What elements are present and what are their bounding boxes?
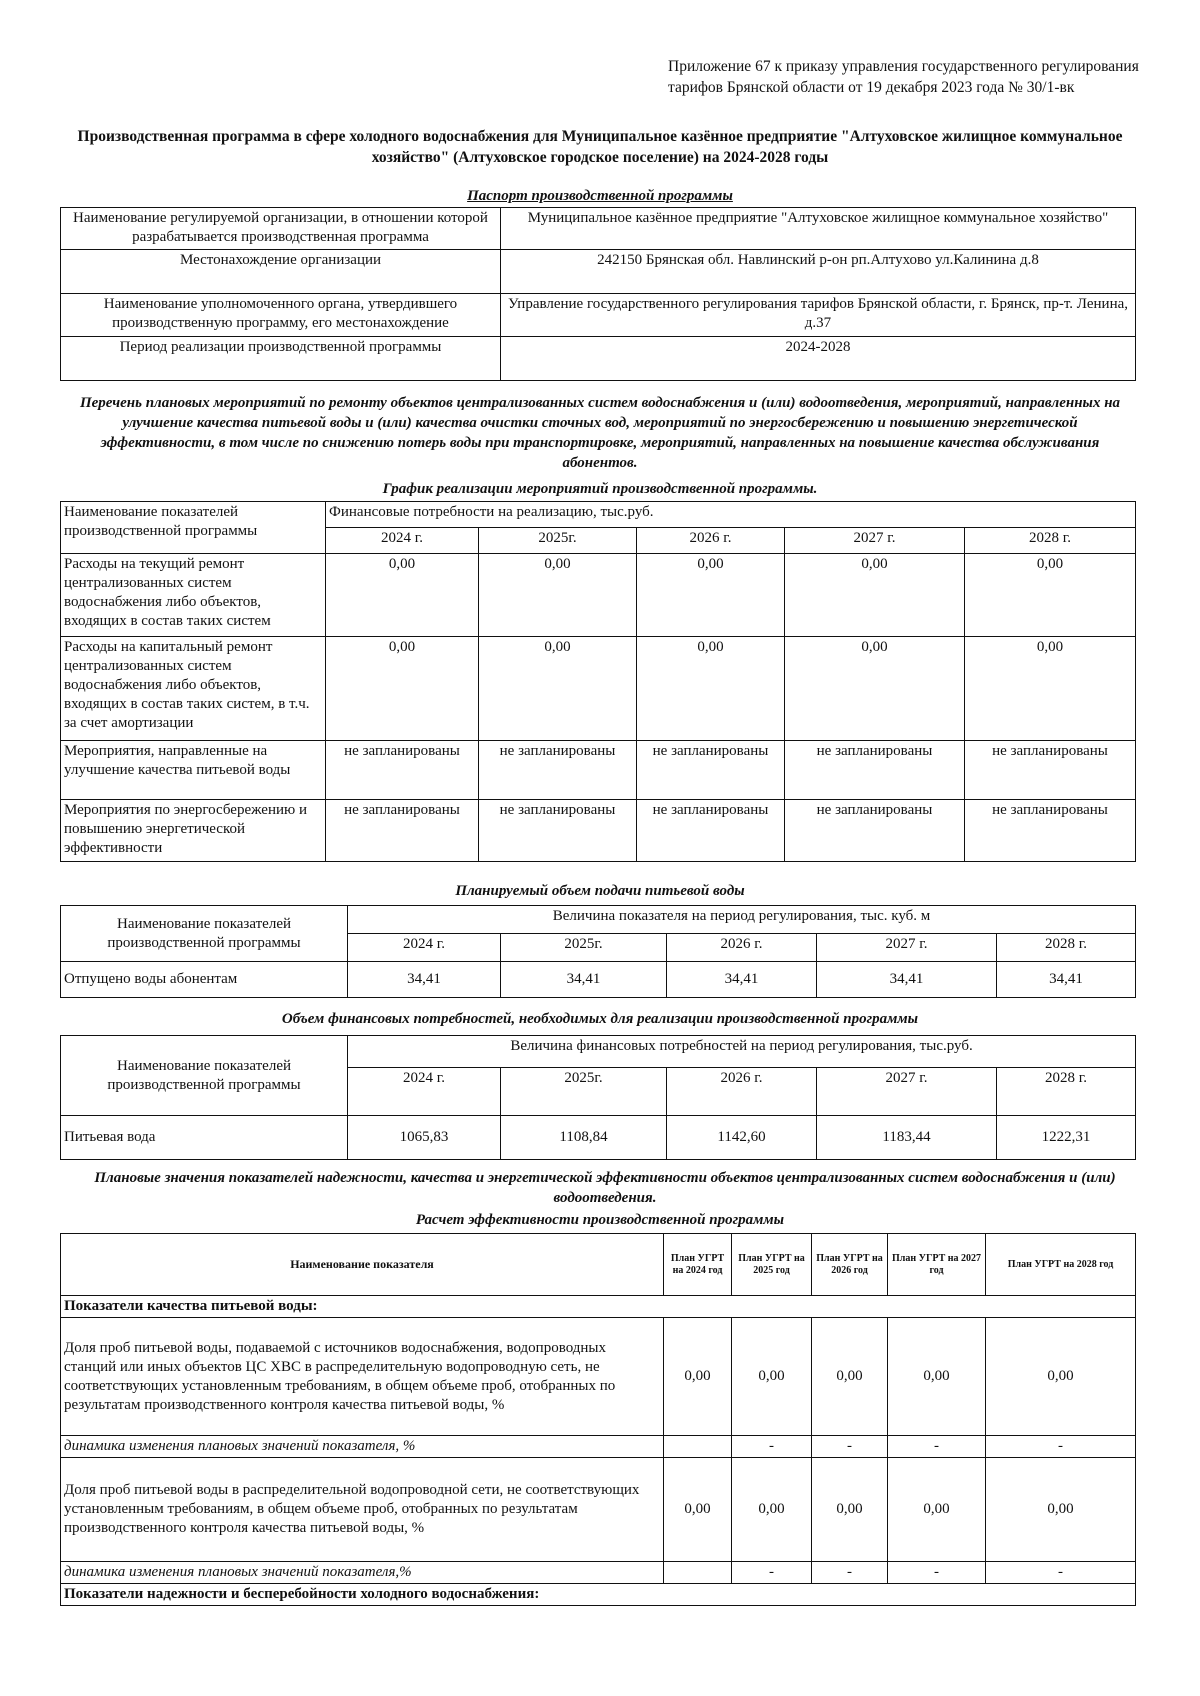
- cell-value: не запланированы: [637, 741, 785, 800]
- cell-value: не запланированы: [326, 800, 479, 862]
- year-header: 2027 г.: [785, 528, 965, 554]
- row-label: Отпущено воды абонентам: [61, 962, 348, 998]
- passport-table: [60, 207, 1136, 381]
- measures-heading: Перечень плановых мероприятий по ремонту объектов централизованных систем водоснабжения и (или) водоотведения, мероприятий, направленных на улучшение качества питьевой воды и (или) качества очистки сточных вод, мероприятий по энергосбережению и повышению энергетической эффективности, в том числе по снижению потерь воды при транспортировке, мероприятий, направленных на повышение качества обслуживания абонентов.: [79, 395, 1121, 471]
- year-header: 2027 г.: [817, 1068, 997, 1116]
- row-label: Доля проб питьевой воды в распределительной водопроводной сети, не соответствующих установленным требованиям, в общем объеме проб, отобранных по результатам производственного контроля качества питьевой воды, %: [61, 1458, 664, 1562]
- indicators-subheading: Расчет эффективности производственной программы: [415, 1212, 785, 1228]
- passport-row: [61, 294, 1136, 337]
- plan-header: План УГРТ на 2024 год: [664, 1234, 732, 1296]
- row-label: динамика изменения плановых значений показателя,%: [61, 1562, 664, 1584]
- cell-value: 0,00: [326, 554, 479, 637]
- year-header: 2026 г.: [637, 528, 785, 554]
- cell-value: 0,00: [965, 554, 1136, 637]
- year-header: 2026 г.: [667, 1068, 817, 1116]
- schedule-heading: График реализации мероприятий производственной программы.: [382, 481, 818, 497]
- cell-value: 34,41: [997, 962, 1136, 998]
- passport-label: Наименование регулируемой организации, в отношении которой разрабатывается производственная программа: [61, 208, 501, 250]
- section-heading: Показатели надежности и бесперебойности холодного водоснабжения:: [61, 1584, 1136, 1606]
- cell-value: 0,00: [326, 637, 479, 741]
- passport-value: Муниципальное казённое предприятие "Алтуховское жилищное коммунальное хозяйство": [501, 208, 1136, 250]
- row-label: Доля проб питьевой воды, подаваемой с источников водоснабжения, водопроводных станций или иных объектов ЦС ХВС в распределительную водопроводную сеть, не соответствующих установленным требованиям, в общем объеме проб, отобранных по результатам производственного контроля качества питьевой воды, %: [61, 1318, 664, 1436]
- passport-value: 2024-2028: [501, 337, 1136, 381]
- year-header: 2028 г.: [997, 934, 1136, 962]
- year-header: 2026 г.: [667, 934, 817, 962]
- cell-value: 0,00: [664, 1318, 732, 1436]
- cell-value: 0,00: [986, 1458, 1136, 1562]
- cell-value: 0,00: [637, 554, 785, 637]
- cell-value: [664, 1436, 732, 1458]
- row-label: Питьевая вода: [61, 1116, 348, 1160]
- cell-value: 0,00: [785, 637, 965, 741]
- document-title: Производственная программа в сфере холодного водоснабжения для Муниципальное казённое предприятие "Алтуховское жилищное коммунальное хозяйство" (Алтуховское городское поселение) на 2024-2028 годы: [77, 128, 1123, 166]
- row-label: Мероприятия по энергосбережению и повышению энергетической эффективности: [61, 800, 326, 862]
- passport-row: [61, 250, 1136, 294]
- cell-value: -: [986, 1562, 1136, 1584]
- passport-label: Наименование уполномоченного органа, утвердившего производственную программу, его местонахождение: [61, 294, 501, 337]
- year-header: 2025г.: [479, 528, 637, 554]
- schedule-col-label: Наименование показателей производственной программы: [61, 502, 326, 554]
- cell-value: не запланированы: [785, 741, 965, 800]
- cell-value: не запланированы: [637, 800, 785, 862]
- cell-value: 34,41: [348, 962, 501, 998]
- plan-header: План УГРТ на 2027 год: [888, 1234, 986, 1296]
- cell-value: не запланированы: [965, 800, 1136, 862]
- year-header: 2024 г.: [348, 1068, 501, 1116]
- table-row: [61, 1458, 1136, 1562]
- cell-value: не запланированы: [479, 741, 637, 800]
- finance-col-label: Наименование показателей производственной программы: [61, 1036, 348, 1116]
- cell-value: 0,00: [479, 637, 637, 741]
- cell-value: 0,00: [732, 1458, 812, 1562]
- cell-value: -: [732, 1436, 812, 1458]
- cell-value: -: [888, 1562, 986, 1584]
- cell-value: 1142,60: [667, 1116, 817, 1160]
- plan-header: План УГРТ на 2025 год: [732, 1234, 812, 1296]
- supply-table: [60, 905, 1136, 998]
- table-row: [61, 637, 1136, 741]
- cell-value: 0,00: [888, 1318, 986, 1436]
- cell-value: 34,41: [667, 962, 817, 998]
- supply-col-label: Наименование показателей производственной программы: [61, 906, 348, 962]
- passport-value: Управление государственного регулирования тарифов Брянской области, г. Брянск, пр-т. Ленина, д.37: [501, 294, 1136, 337]
- table-row: [61, 1116, 1136, 1160]
- cell-value: 0,00: [732, 1318, 812, 1436]
- passport-row: [61, 208, 1136, 250]
- passport-heading: Паспорт производственной программы: [467, 188, 733, 204]
- cell-value: 0,00: [479, 554, 637, 637]
- table-row: [61, 962, 1136, 998]
- table-row: [61, 800, 1136, 862]
- cell-value: -: [986, 1436, 1136, 1458]
- indicators-col-label: Наименование показателя: [61, 1234, 664, 1296]
- year-header: 2028 г.: [965, 528, 1136, 554]
- cell-value: не запланированы: [326, 741, 479, 800]
- cell-value: 0,00: [965, 637, 1136, 741]
- cell-value: 1065,83: [348, 1116, 501, 1160]
- cell-value: -: [888, 1436, 986, 1458]
- cell-value: 0,00: [637, 637, 785, 741]
- cell-value: -: [812, 1436, 888, 1458]
- appendix-note: Приложение 67 к приказу управления государственного регулирования тарифов Брянской области от 19 декабря 2023 года № 30/1-вк: [668, 58, 1139, 96]
- cell-value: 1222,31: [997, 1116, 1136, 1160]
- indicators-table: [60, 1233, 1136, 1606]
- finance-group-label: Величина финансовых потребностей на период регулирования, тыс.руб.: [348, 1036, 1136, 1068]
- year-header: 2027 г.: [817, 934, 997, 962]
- year-header: 2024 г.: [348, 934, 501, 962]
- cell-value: 0,00: [664, 1458, 732, 1562]
- plan-header: План УГРТ на 2026 год: [812, 1234, 888, 1296]
- cell-value: 1183,44: [817, 1116, 997, 1160]
- cell-value: -: [732, 1562, 812, 1584]
- table-row: [61, 554, 1136, 637]
- year-header: 2025г.: [501, 1068, 667, 1116]
- plan-header: План УГРТ на 2028 год: [986, 1234, 1136, 1296]
- row-label: Расходы на текущий ремонт централизованных систем водоснабжения либо объектов, входящих в состав таких систем: [61, 554, 326, 637]
- supply-group-label: Величина показателя на период регулирования, тыс. куб. м: [348, 906, 1136, 934]
- schedule-table: [60, 501, 1136, 862]
- table-row: [61, 1562, 1136, 1584]
- year-header: 2028 г.: [997, 1068, 1136, 1116]
- table-row: [61, 741, 1136, 800]
- cell-value: -: [812, 1562, 888, 1584]
- row-label: Расходы на капитальный ремонт централизованных систем водоснабжения либо объектов, входящих в состав таких систем, в т.ч. за счет амортизации: [61, 637, 326, 741]
- year-header: 2025г.: [501, 934, 667, 962]
- cell-value: 34,41: [501, 962, 667, 998]
- cell-value: не запланированы: [479, 800, 637, 862]
- passport-label: Период реализации производственной программы: [61, 337, 501, 381]
- table-row: [61, 1318, 1136, 1436]
- schedule-group-label: Финансовые потребности на реализацию, тыс.руб.: [326, 502, 1136, 528]
- section-heading: Показатели качества питьевой воды:: [61, 1296, 1136, 1318]
- cell-value: 0,00: [812, 1318, 888, 1436]
- passport-value: 242150 Брянская обл. Навлинский р-он рп.Алтухово ул.Калинина д.8: [501, 250, 1136, 294]
- cell-value: 0,00: [986, 1318, 1136, 1436]
- row-label: динамика изменения плановых значений показателя, %: [61, 1436, 664, 1458]
- cell-value: 1108,84: [501, 1116, 667, 1160]
- passport-row: [61, 337, 1136, 381]
- cell-value: не запланированы: [965, 741, 1136, 800]
- cell-value: 34,41: [817, 962, 997, 998]
- indicators-heading: Плановые значения показателей надежности, качества и энергетической эффективности объектов централизованных систем водоснабжения и (или) водоотведения.: [94, 1170, 1116, 1206]
- cell-value: [664, 1562, 732, 1584]
- cell-value: 0,00: [812, 1458, 888, 1562]
- finance-heading: Объем финансовых потребностей, необходимых для реализации производственной программы: [281, 1011, 919, 1027]
- cell-value: не запланированы: [785, 800, 965, 862]
- cell-value: 0,00: [888, 1458, 986, 1562]
- finance-table: [60, 1035, 1136, 1160]
- table-row: [61, 1436, 1136, 1458]
- year-header: 2024 г.: [326, 528, 479, 554]
- supply-heading: Планируемый объем подачи питьевой воды: [455, 883, 745, 899]
- row-label: Мероприятия, направленные на улучшение качества питьевой воды: [61, 741, 326, 800]
- passport-label: Местонахождение организации: [61, 250, 501, 294]
- cell-value: 0,00: [785, 554, 965, 637]
